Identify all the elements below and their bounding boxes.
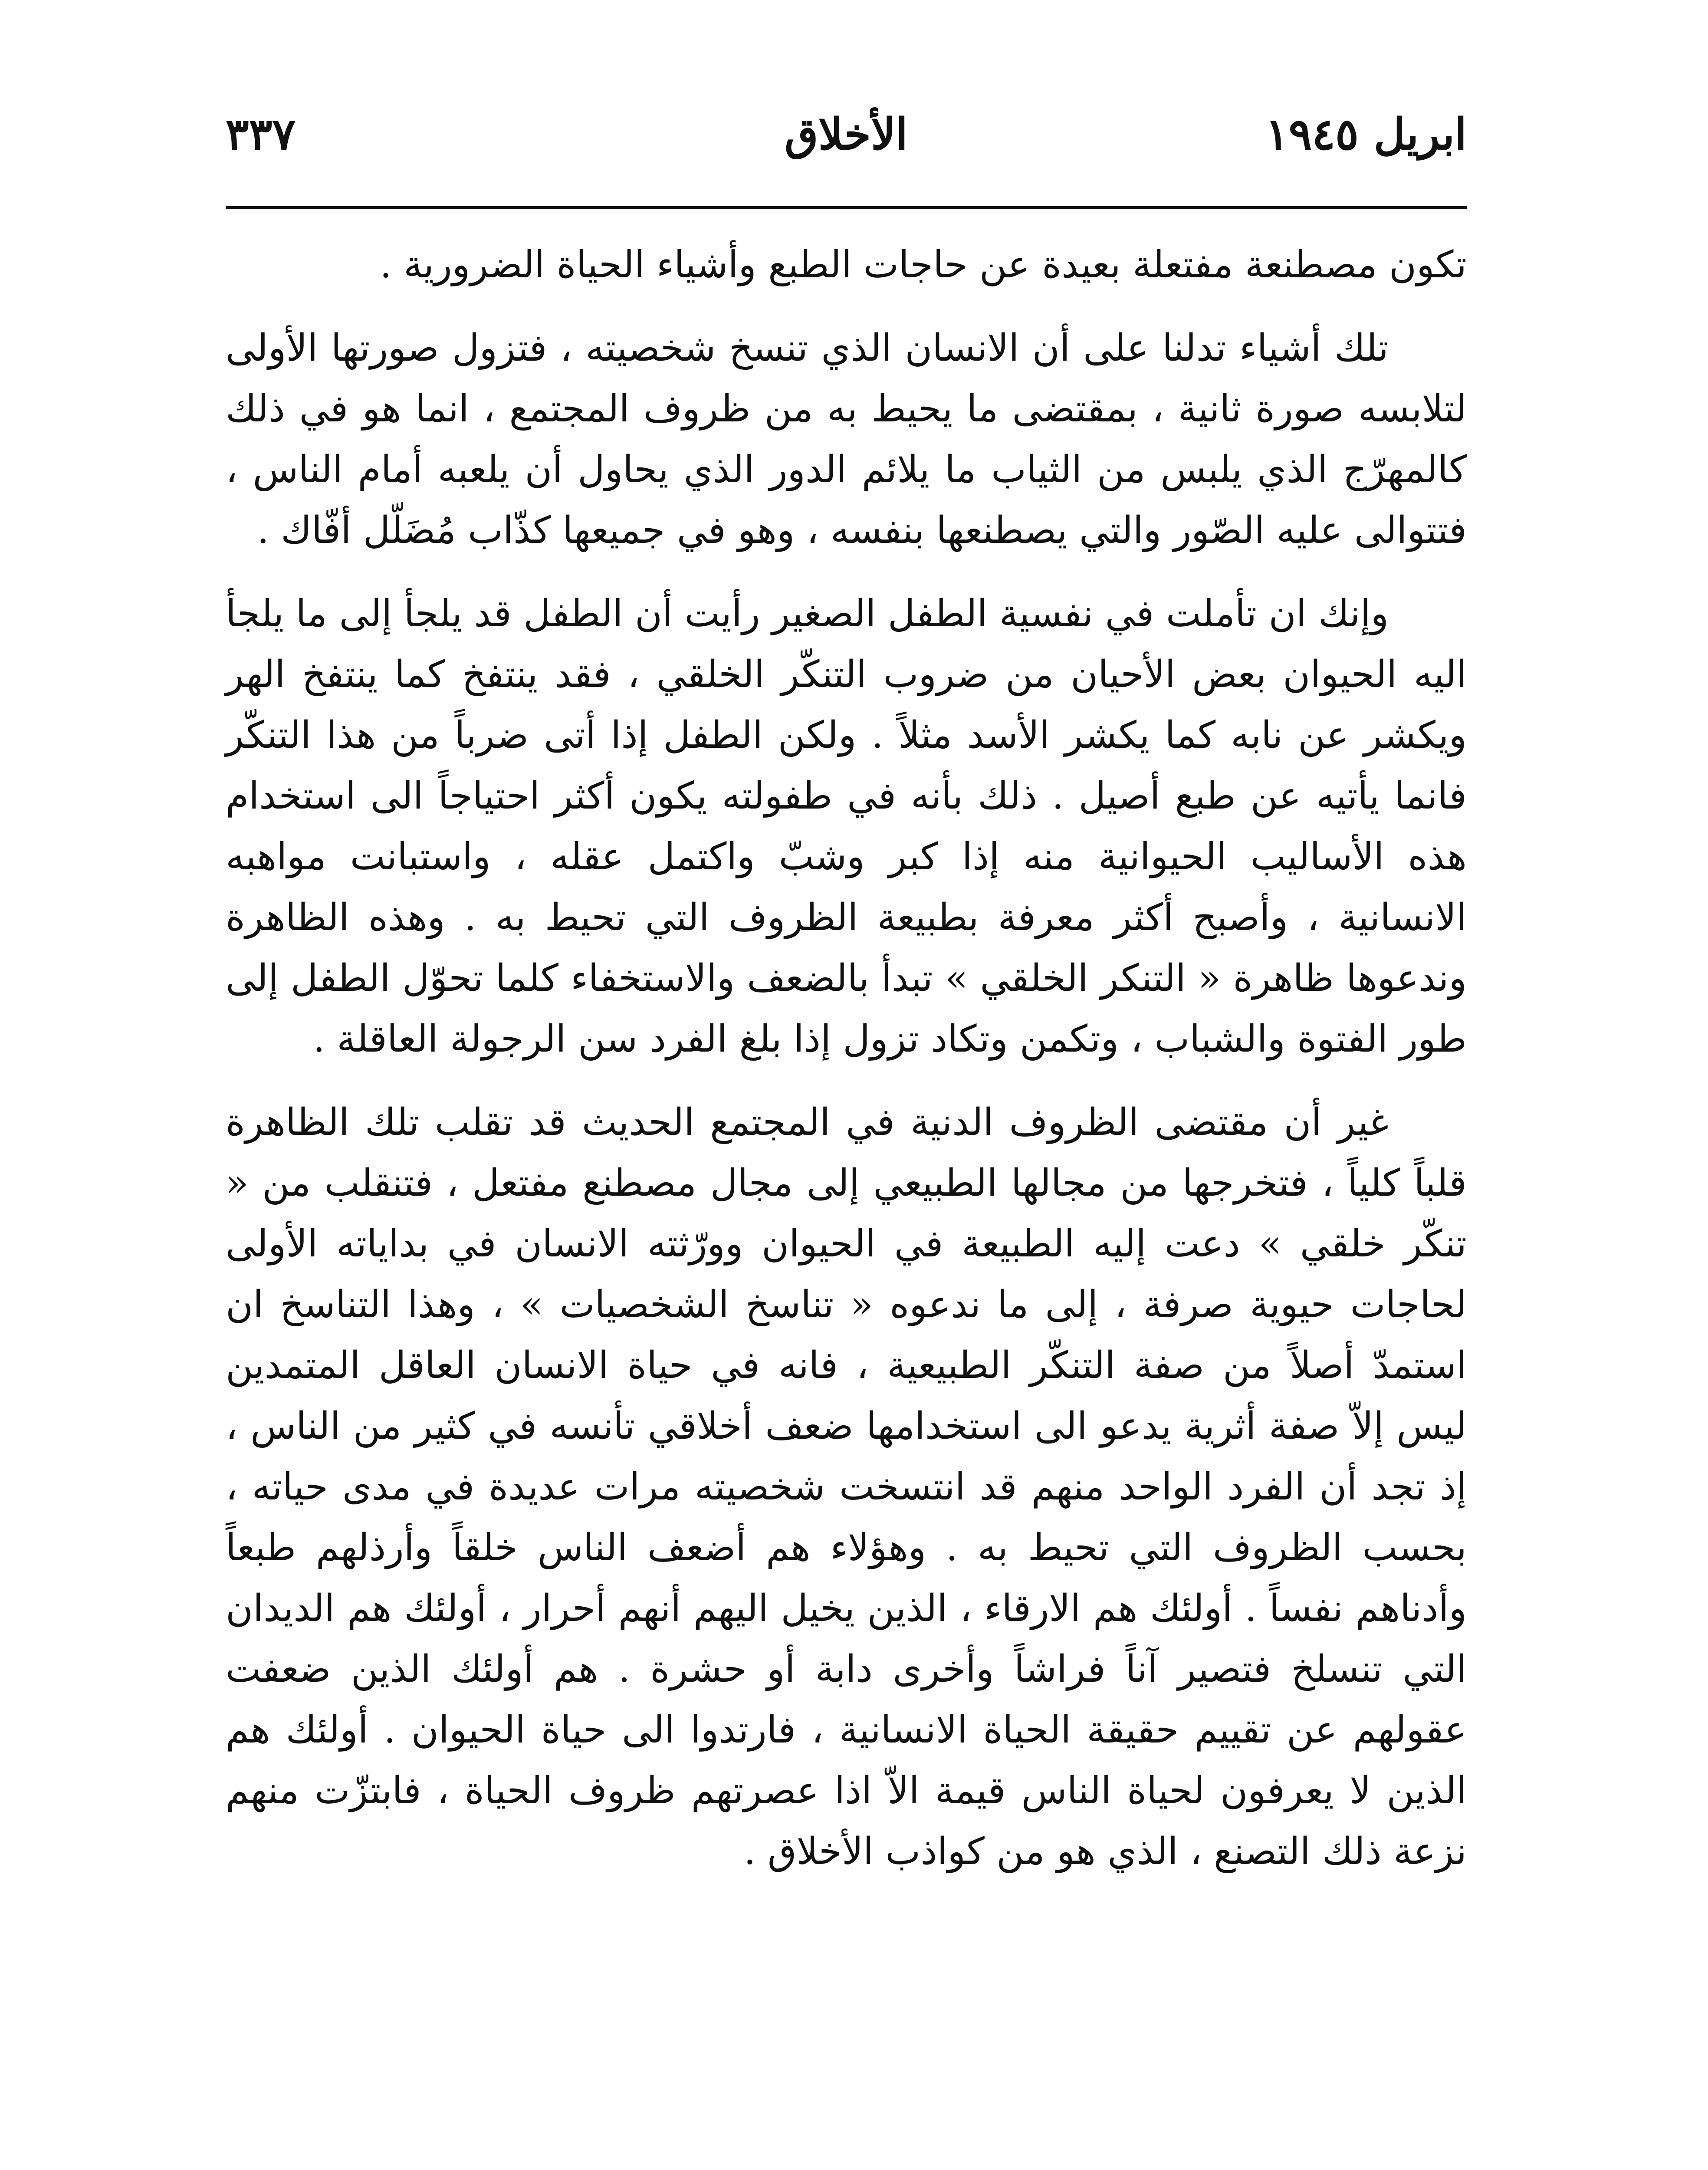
page-number: ٣٣٧ (226, 108, 296, 160)
article-body (226, 234, 1467, 1904)
running-title: الأخلاق (785, 108, 908, 160)
paragraph: غير أن مقتضى الظروف الدنية في المجتمع الحديث قد تقلب تلك الظاهرة قلباً كلياً ، فتخرجها من مجالها الطبيعي إلى مجال مصطنع مفتعل ، فتنقلب من « تنكّر خلقي » دعت إليه الطبيعة في الحيوان وورّثته الانسان في بداياته الأولى لحاجات حيوية صرفة ، إلى ما ندعوه « تناسخ الشخصيات » ، وهذا التناسخ ان استمدّ أصلاً من صفة التنكّر الطبيعية ، فانه في حياة الانسان العاقل المتمدين ليس إلاّ صفة أثرية يدعو الى استخدامها ضعف أخلاقي تأنسه في كثير من الناس ، إذ تجد أن الفرد الواحد منهم قد انتسخت شخصيته مرات عديدة في مدى حياته ، بحسب الظروف التي تحيط به . وهؤلاء هم أضعف الناس خلقاً وأرذلهم طبعاً وأدناهم نفساً . أولئك هم الارقاء ، الذين يخيل اليهم أنهم أحرار ، أولئك هم الديدان التي تنسلخ فتصير آناً فراشاً وأخرى دابة أو حشرة . هم أولئك الذين ضعفت عقولهم عن تقييم حقيقة الحياة الانسانية ، فارتدوا الى حياة الحيوان . أولئك هم الذين لا يعرفون لحياة الناس قيمة الاّ اذا عصرتهم ظروف الحياة ، فابتزّت منهم نزعة ذلك التصنع ، الذي هو من كواذب الأخلاق . (226, 1101, 1467, 1873)
paragraph: وإنك ان تأملت في نفسية الطفل الصغير رأيت أن الطفل قد يلجأ إلى ما يلجأ اليه الحيوان بعض الأحيان من ضروب التنكّر الخلقي ، فقد ينتفخ كما ينتفخ الهر ويكشر عن نابه كما يكشر الأسد مثلاً . ولكن الطفل إذا أتى ضرباً من هذا التنكّر فانما يأتيه عن طبع أصيل . ذلك بأنه في طفولته يكون أكثر احتياجاً الى استخدام هذه الأساليب الحيوانية منه إذا كبر وشبّ واكتمل عقله ، واستبانت مواهبه الانسانية ، وأصبح أكثر معرفة بطبيعة الظروف التي تحيط به . وهذه الظاهرة وندعوها ظاهرة « التنكر الخلقي » تبدأ بالضعف والاستخفاء كلما تحوّل الطفل إلى طور الفتوة والشباب ، وتكمن وتكاد تزول إذا بلغ الفرد سن الرجولة العاقلة . (226, 592, 1467, 1061)
page-header (226, 100, 1467, 169)
paragraph-continuation: تكون مصطنعة مفتعلة بعيدة عن حاجات الطبع وأشياء الحياة الضرورية . (380, 243, 1467, 286)
paragraph: تلك أشياء تدلنا على أن الانسان الذي تنسخ شخصيته ، فتزول صورتها الأولى لتلابسه صورة ثانية ، بمقتضى ما يحيط به من ظروف المجتمع ، انما هو في ذلك كالمهرّج الذي يلبس من الثياب ما يلائم الدور الذي يحاول أن يلعبه أمام الناس ، فتتوالى عليه الصّور والتي يصطنعها بنفسه ، وهو في جميعها كذّاب مُضَلّل أفّاك . (226, 326, 1467, 552)
header-rule (226, 206, 1467, 209)
issue-date: ابريل ١٩٤٥ (1265, 108, 1467, 160)
